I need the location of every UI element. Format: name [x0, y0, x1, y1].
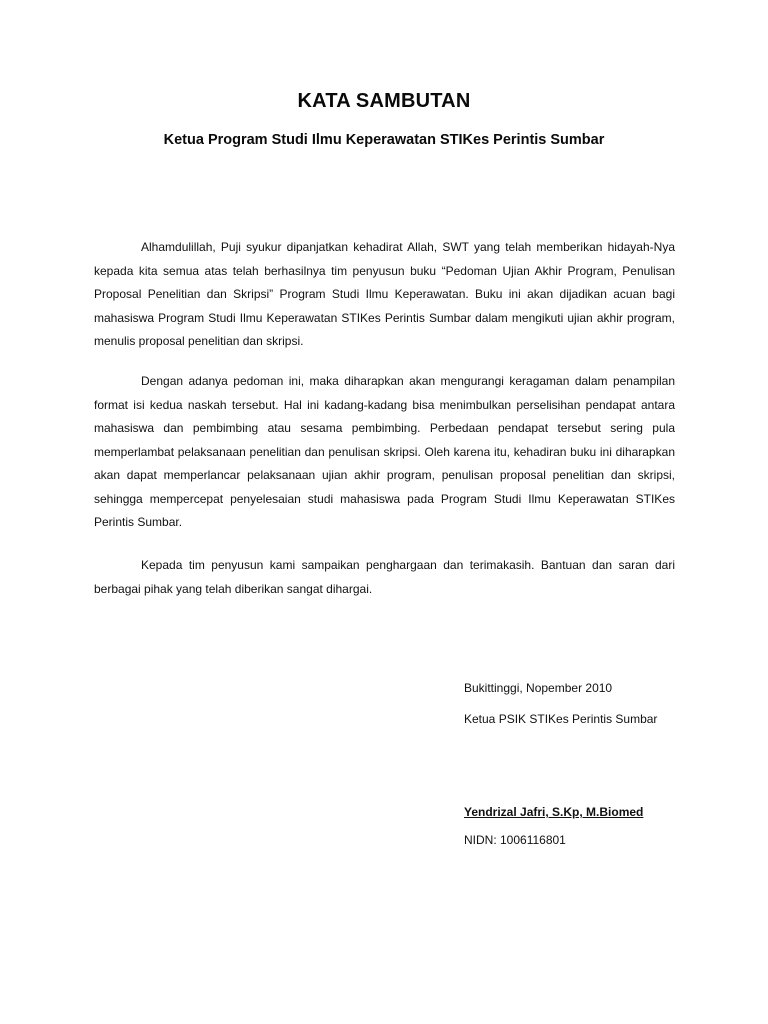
- signature-role: Ketua PSIK STIKes Perintis Sumbar: [464, 712, 658, 726]
- paragraph-2: Dengan adanya pedoman ini, maka diharapkan akan mengurangi keragaman dalam penampilan format isi kedua naskah tersebut. Hal ini kadang-kadang bisa menimbulkan perselisihan pendapat antara mahasiswa dan pembimbing atau sesama pembimbing. Perbedaan pendapat tersebut sering pula memperlambat pelaksanaan penelitian dan penulisan skripsi. Oleh karena itu, kehadiran buku ini diharapkan akan dapat memperlancar pelaksanaan ujian akhir program, penulisan proposal penelitian dan skripsi, sehingga mempercepat penyelesaian studi mahasiswa pada Program Studi Ilmu Keperawatan STIKes Perintis Sumbar.: [94, 374, 675, 529]
- signature-place-date: Bukittinggi, Nopember 2010: [464, 681, 613, 695]
- paragraph-1: Alhamdulillah, Puji syukur dipanjatkan kehadirat Allah, SWT yang telah memberikan hidayah-Nya kepada kita semua atas telah berhasilnya tim penyusun buku “Pedoman Ujian Akhir Program, Penulisan Proposal Penelitian dan Skripsi” Program Studi Ilmu Keperawatan. Buku ini akan dijadikan acuan bagi mahasiswa Program Studi Ilmu Keperawatan STIKes Perintis Sumbar dalam mengikuti ujian akhir program, menulis proposal penelitian dan skripsi.: [94, 240, 675, 348]
- paragraph-3: Kepada tim penyusun kami sampaikan penghargaan dan terimakasih. Bantuan dan saran dari berbagai pihak yang telah diberikan sangat dihargai.: [94, 558, 675, 596]
- signature-name: Yendrizal Jafri, S.Kp, M.Biomed: [464, 805, 644, 819]
- document-subtitle: Ketua Program Studi Ilmu Keperawatan STIKes Perintis Sumbar: [163, 132, 605, 148]
- document-title: KATA SAMBUTAN: [297, 90, 471, 112]
- signature-nidn: NIDN: 1006116801: [464, 833, 566, 847]
